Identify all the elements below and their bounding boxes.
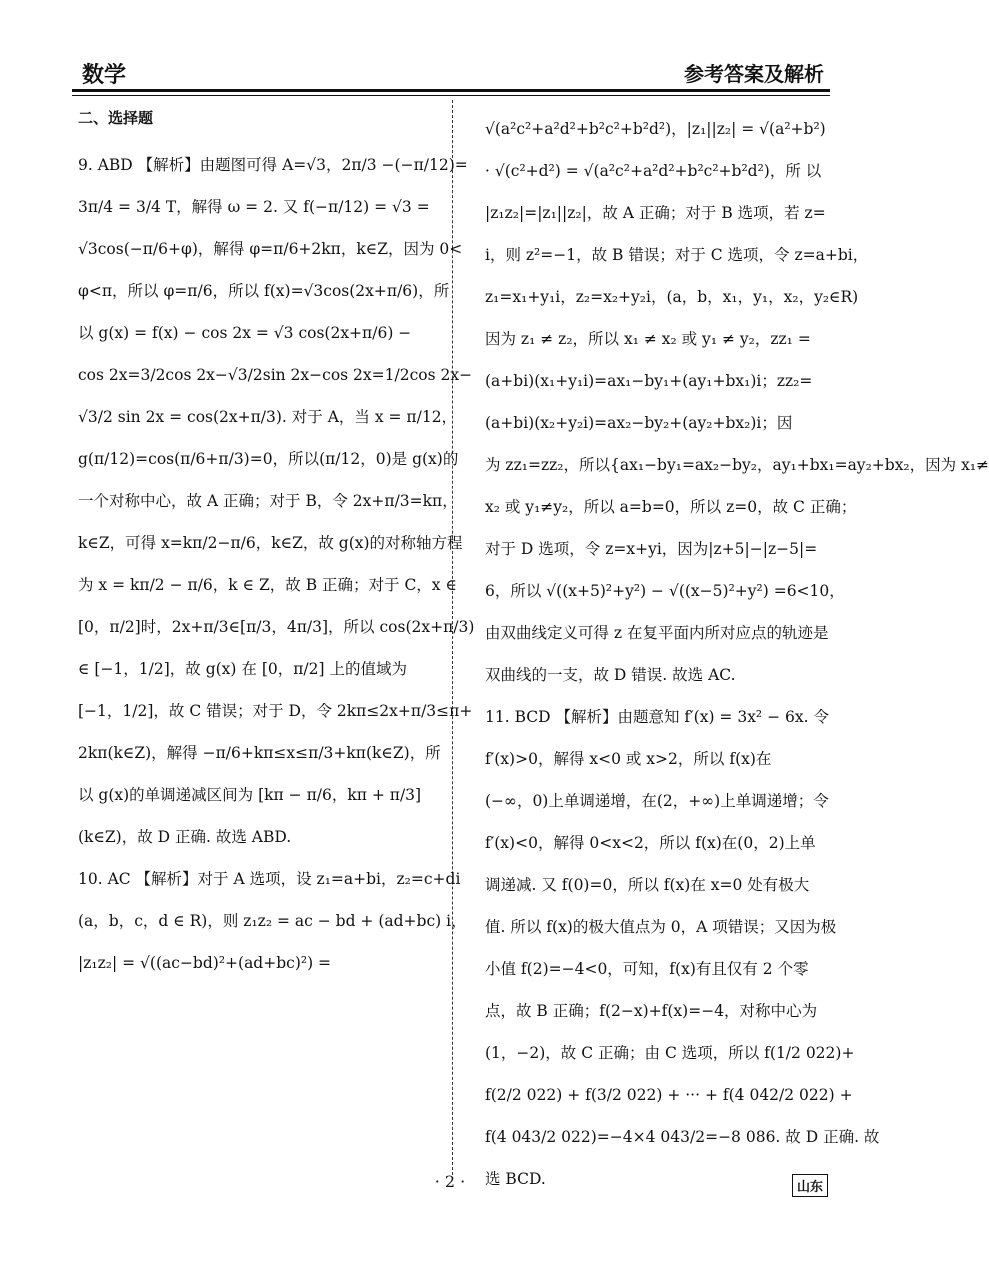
text-line: z₁=x₁+y₁i，z₂=x₂+y₂i，(a，b，x₁，y₁，x₂，y₂∈R) (485, 288, 859, 306)
text-line: 调递减. 又 f(0)=0，所以 f(x)在 x=0 处有极大 (485, 876, 810, 894)
text-line: k∈Z，可得 x=kπ/2−π/6，k∈Z，故 g(x)的对称轴方程 (78, 534, 463, 552)
text-line: 以 g(x) = f(x) − cos 2x = √3 cos(2x+π/6) − (78, 324, 412, 342)
text-line: · √(c²+d²) = √(a²c²+a²d²+b²c²+b²d²)，所 以 (485, 162, 822, 180)
text-line: (−∞，0)上单调递增，在(2，+∞)上单调递增；令 (485, 792, 829, 810)
region-badge: 山东 (792, 1174, 828, 1197)
text-line: 3π/4 = 3/4 T，解得 ω = 2. 又 f(−π/12) = √3 = (78, 198, 430, 216)
header-rule-thin (72, 95, 830, 96)
text-line: 为 x = kπ/2 − π/6，k ∈ Z，故 B 正确；对于 C，x ∈ (78, 576, 457, 594)
text-line: 2kπ(k∈Z)，解得 −π/6+kπ≤x≤π/3+kπ(k∈Z)，所 (78, 744, 441, 762)
page-number: · 2 · (434, 1172, 466, 1191)
text-line: f(4 043/2 022)=−4×4 043/2=−8 086. 故 D 正确. 故 (485, 1128, 880, 1146)
text-line: [−1，1/2]，故 C 错误；对于 D，令 2kπ≤2x+π/3≤π+ (78, 702, 473, 720)
text-line: 对于 D 选项，令 z=x+yi，因为|z+5|−|z−5|= (485, 540, 818, 558)
text-line: (k∈Z)，故 D 正确. 故选 ABD. (78, 828, 292, 846)
section-title: 二、选择题 (78, 109, 154, 127)
text-line: 选 BCD. (485, 1170, 546, 1188)
text-line: φ<π，所以 φ=π/6，所以 f(x)=√3cos(2x+π/6)，所 (78, 282, 450, 300)
text-line: 因为 z₁ ≠ z₂，所以 x₁ ≠ x₂ 或 y₁ ≠ y₂，zz₁ = (485, 330, 811, 348)
text-line: f′(x)<0，解得 0<x<2，所以 f(x)在(0，2)上单 (485, 834, 816, 852)
text-line: g(π/12)=cos(π/6+π/3)=0，所以(π/12，0)是 g(x)的 (78, 450, 459, 468)
text-line: 小值 f(2)=−4<0，可知，f(x)有且仅有 2 个零 (485, 960, 809, 978)
text-line: √(a²c²+a²d²+b²c²+b²d²)，|z₁||z₂| = √(a²+b²) (485, 120, 826, 138)
column-divider (452, 100, 453, 1180)
text-line: 以 g(x)的单调递减区间为 [kπ − π/6，kπ + π/3] (78, 786, 422, 804)
header-subject: 数学 (82, 63, 127, 88)
header-title: 参考答案及解析 (684, 62, 824, 86)
right-column (485, 108, 989, 1200)
text-line: 双曲线的一支，故 D 错误. 故选 AC. (485, 666, 736, 684)
text-line: cos 2x=3/2cos 2x−√3/2sin 2x−cos 2x=1/2cos 2x− (78, 366, 473, 384)
text-line: (a，b，c，d ∈ R)，则 z₁z₂ = ac − bd + (ad+bc) i， (78, 912, 467, 930)
text-line: 点，故 B 正确；f(2−x)+f(x)=−4，对称中心为 (485, 1002, 818, 1020)
text-line: 一个对称中心，故 A 正确；对于 B，令 2x+π/3=kπ， (78, 492, 458, 510)
text-line: (a+bi)(x₂+y₂i)=ax₂−by₂+(ay₂+bx₂)i；因 (485, 414, 793, 432)
text-line: |z₁z₂|=|z₁||z₂|，故 A 正确；对于 B 选项，若 z= (485, 204, 826, 222)
text-line: 为 zz₁=zz₂，所以{ax₁−by₁=ax₂−by₂，ay₁+bx₁=ay₂+bx₂，因为 x₁≠ (485, 456, 989, 474)
text-line: [0，π/2]时，2x+π/3∈[π/3，4π/3]，所以 cos(2x+π/3) (78, 618, 475, 636)
left-column (78, 108, 475, 984)
text-line: (1，−2)，故 C 正确；由 C 选项，所以 f(1/2 022)+ (485, 1044, 855, 1062)
left-lines (78, 144, 475, 984)
text-line: f(2/2 022) + f(3/2 022) + ··· + f(4 042/2 022) + (485, 1086, 853, 1104)
text-line: 11. BCD 【解析】由题意知 f′(x) = 3x² − 6x. 令 (485, 708, 829, 726)
text-line: |z₁z₂| = √((ac−bd)²+(ad+bc)²) = (78, 954, 332, 972)
text-line: x₂ 或 y₁≠y₂，所以 a=b=0，所以 z=0，故 C 正确； (485, 498, 857, 516)
header-rule-thick (72, 89, 830, 92)
text-line: 6，所以 √((x+5)²+y²) − √((x−5)²+y²) =6<10， (485, 582, 845, 600)
text-line: √3/2 sin 2x = cos(2x+π/3). 对于 A，当 x = π/12， (78, 408, 458, 426)
text-line: (a+bi)(x₁+y₁i)=ax₁−by₁+(ay₁+bx₁)i；zz₂= (485, 372, 813, 390)
text-line: i，则 z²=−1，故 B 错误；对于 C 选项，令 z=a+bi， (485, 246, 869, 264)
right-lines (485, 108, 989, 1200)
text-line: 值. 所以 f(x)的极大值点为 0，A 项错误；又因为极 (485, 918, 837, 936)
text-line: 由双曲线定义可得 z 在复平面内所对应点的轨迹是 (485, 624, 829, 642)
text-line: √3cos(−π/6+φ)，解得 φ=π/6+2kπ，k∈Z，因为 0< (78, 240, 463, 258)
text-line: 10. AC 【解析】对于 A 选项，设 z₁=a+bi，z₂=c+di (78, 870, 461, 888)
text-line: f′(x)>0，解得 x<0 或 x>2，所以 f(x)在 (485, 750, 772, 768)
text-line: ∈ [−1，1/2]，故 g(x) 在 [0，π/2] 上的值域为 (78, 660, 407, 678)
text-line: 9. ABD 【解析】由题图可得 A=√3，2π/3 −(−π/12)= (78, 156, 468, 174)
